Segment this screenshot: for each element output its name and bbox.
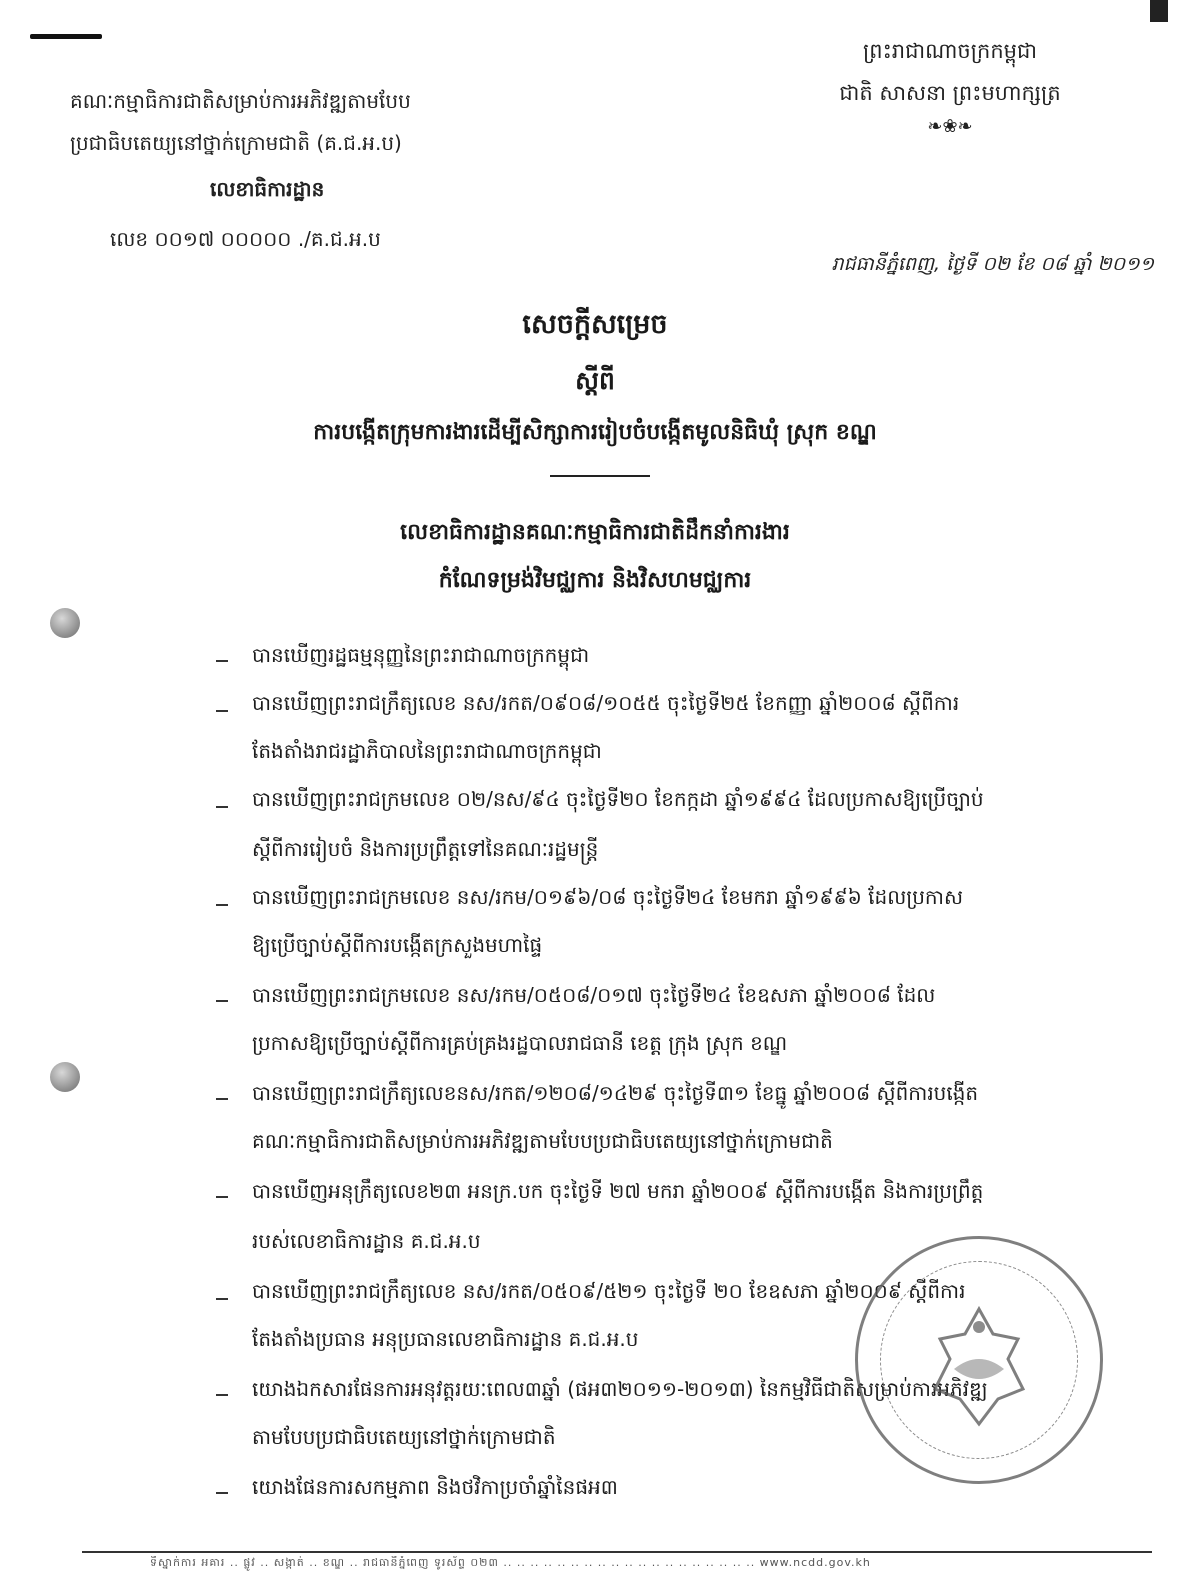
date-line: រាជធានីភ្នំពេញ, ថ្ងៃទី ០២ ខែ ០៨ ឆ្នាំ ២០១១	[831, 253, 1154, 275]
bullet-dash	[216, 1196, 228, 1198]
punch-hole-bottom	[50, 1062, 80, 1092]
office-name: លេខាធិការដ្ឋាន	[210, 177, 325, 201]
list-item: បានឃើញព្រះរាជក្រមលេខ នស/រកម/០៥០៨/០១៧ ចុះថ្ងៃទី២៤ ខែឧសភា ឆ្នាំ២០០៨ ដែល	[252, 983, 936, 1007]
list-item: យោងផែនការសកម្មភាព និងថវិកាប្រចាំឆ្នាំនៃផអ៣	[252, 1475, 618, 1499]
bullet-dash	[216, 1394, 228, 1396]
list-item-continuation: តាមបែបប្រជាធិបតេយ្យនៅថ្នាក់ក្រោមជាតិ	[252, 1425, 556, 1449]
issuer-line-1: លេខាធិការដ្ឋានគណៈកម្មាធិការជាតិដឹកនាំការងារ	[400, 520, 790, 545]
title-subject: ការបង្កើតក្រុមការងារដើម្បីសិក្សាការរៀបចំបង្កើតមូលនិធិឃុំ ស្រុក ខណ្ឌ	[313, 420, 877, 445]
bullet-dash	[216, 1298, 228, 1300]
list-item-continuation: តែងតាំងប្រធាន អនុប្រធានលេខាធិការដ្ឋាន គ.ជ.អ.ប	[252, 1327, 639, 1351]
reference-number: លេខ ០០១៧ ០០០០០ ./គ.ជ.អ.ប	[110, 227, 381, 251]
list-item: បានឃើញព្រះរាជក្រមលេខ ០២/នស/៩៤ ចុះថ្ងៃទី២០ ខែកក្កដា ឆ្នាំ១៩៩៤ ដែលប្រកាសឱ្យប្រើច្បាប់	[252, 787, 984, 811]
bullet-dash	[216, 904, 228, 906]
punch-hole-top	[50, 608, 80, 638]
bullet-dash	[216, 1098, 228, 1100]
list-item: បានឃើញព្រះរាជក្រឹត្យលេខ នស/រកត/០៥០៩/៥២១ ចុះថ្ងៃទី ២០ ខែឧសភា ឆ្នាំ២០០៩ ស្តីពីការ	[252, 1279, 966, 1303]
title-about: ស្តីពី	[575, 366, 615, 395]
ministry-line-1: គណៈកម្មាធិការជាតិសម្រាប់ការអភិវឌ្ឍតាមបែប	[70, 89, 411, 113]
list-item-continuation: តែងតាំងរាជរដ្ឋាភិបាលនៃព្រះរាជាណាចក្រកម្ពុជា	[252, 739, 602, 763]
kingdom-title: ព្រះរាជាណាចក្រកម្ពុជា	[862, 39, 1037, 63]
issuer-line-2: កំណែទម្រង់វិមជ្ឈការ និងវិសហមជ្ឈការ	[438, 568, 752, 593]
bullet-dash	[216, 660, 228, 662]
bullet-dash	[216, 806, 228, 808]
bullet-dash	[216, 1000, 228, 1002]
motto-ornament: ❧❀❧	[927, 116, 973, 137]
national-motto: ជាតិ សាសនា ព្រះមហាក្សត្រ	[839, 81, 1061, 105]
scan-mark	[30, 34, 102, 39]
list-item-continuation: គណៈកម្មាធិការជាតិសម្រាប់ការអភិវឌ្ឍតាមបែបប្រជាធិបតេយ្យនៅថ្នាក់ក្រោមជាតិ	[252, 1129, 833, 1153]
list-item: បានឃើញរដ្ឋធម្មនុញ្ញនៃព្រះរាជាណាចក្រកម្ពុជា	[252, 643, 590, 667]
list-item-continuation: ឱ្យប្រើច្បាប់ស្តីពីការបង្កើតក្រសួងមហាផ្ទៃ	[252, 933, 543, 957]
scan-corner-mark	[1150, 0, 1168, 22]
bullet-dash	[216, 1492, 228, 1494]
list-item-continuation: ស្តីពីការរៀបចំ និងការប្រព្រឹត្តទៅនៃគណៈរដ្ឋមន្ត្រី	[252, 837, 599, 861]
bullet-dash	[216, 710, 228, 712]
list-item: បានឃើញអនុក្រឹត្យលេខ២៣ អនក្រ.បក ចុះថ្ងៃទី ២៧ មករា ឆ្នាំ២០០៩ ស្តីពីការបង្កើត និងការប្រព្រឹត្ត	[252, 1179, 984, 1203]
seal-emblem-icon	[858, 1239, 1100, 1481]
list-item-continuation: របស់លេខាធិការដ្ឋាន គ.ជ.អ.ប	[252, 1229, 481, 1253]
official-seal	[855, 1236, 1103, 1484]
list-item: យោងឯកសារផែនការអនុវត្តរយៈពេល៣ឆ្នាំ (ផអ៣២០១១-២០១៣) នៃកម្មវិធីជាតិសម្រាប់ការអភិវឌ្ឍ	[252, 1377, 988, 1401]
title-divider	[550, 475, 650, 477]
document-title: សេចក្តីសម្រេច	[522, 309, 668, 340]
list-item: បានឃើញព្រះរាជក្រឹត្យលេខនស/រកត/១២០៨/១៤២៩ ចុះថ្ងៃទី៣១ ខែធ្នូ ឆ្នាំ២០០៨ ស្តីពីការបង្កើត	[252, 1081, 979, 1105]
list-item: បានឃើញព្រះរាជក្រឹត្យលេខ នស/រកត/០៩០៨/១០៥៥ ចុះថ្ងៃទី២៥ ខែកញ្ញា ឆ្នាំ២០០៨ ស្តីពីការ	[252, 691, 960, 715]
list-item-continuation: ប្រកាសឱ្យប្រើច្បាប់ស្តីពីការគ្រប់គ្រងរដ្ឋបាលរាជធានី ខេត្ត ក្រុង ស្រុក ខណ្ឌ	[252, 1031, 788, 1055]
list-item: បានឃើញព្រះរាជក្រមលេខ នស/រកម/០១៩៦/០៨ ចុះថ្ងៃទី២៤ ខែមករា ឆ្នាំ១៩៩៦ ដែលប្រកាស	[252, 885, 963, 909]
ministry-line-2: ប្រជាធិបតេយ្យនៅថ្នាក់ក្រោមជាតិ (គ.ជ.អ.ប)	[70, 131, 402, 155]
footer-divider	[82, 1551, 1152, 1553]
footer-address: ទីស្នាក់ការ អគារ .. ផ្លូវ .. សង្កាត់ .. ខណ្ឌ .. រាជធានីភ្នំពេញ ទូរស័ព្ទ ០២៣ .. .. .. .. .. .. .. .. .. .. .. .. .. .. .. .. .. .. .. www.ncdd.gov.kh	[150, 1556, 871, 1569]
